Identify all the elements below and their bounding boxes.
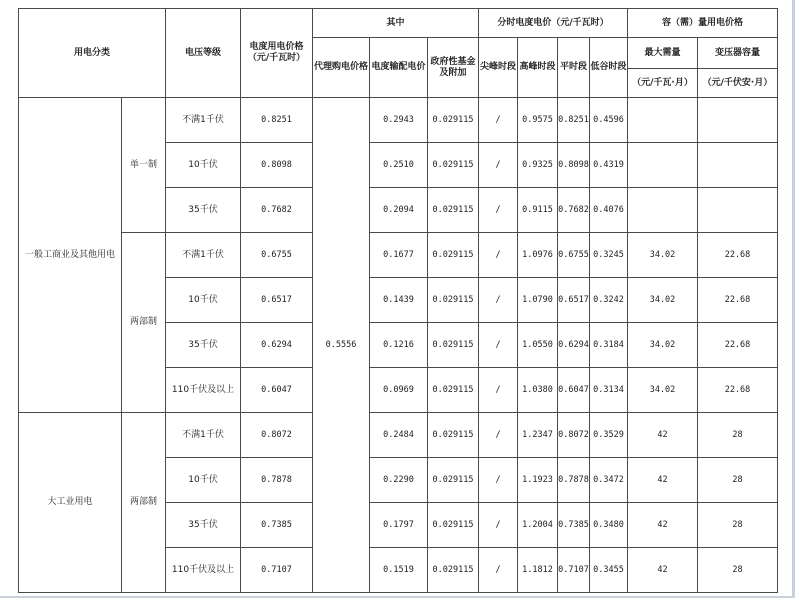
flat-cell: 0.6047 xyxy=(558,368,590,413)
peak-cell: 1.1812 xyxy=(518,548,558,593)
flat-cell: 0.7385 xyxy=(558,503,590,548)
header-among: 其中 xyxy=(313,9,479,38)
transformer-cell: 22.68 xyxy=(698,323,778,368)
max-demand-cell: 42 xyxy=(628,413,698,458)
max-demand-cell: 34.02 xyxy=(628,323,698,368)
transmission-cell: 0.0969 xyxy=(370,368,428,413)
price-cell: 0.7385 xyxy=(241,503,313,548)
sharp-cell: / xyxy=(479,458,518,503)
valley-cell: 0.3184 xyxy=(590,323,628,368)
valley-cell: 0.4596 xyxy=(590,98,628,143)
category-cell: 大工业用电 xyxy=(19,413,122,593)
transmission-cell: 0.1677 xyxy=(370,233,428,278)
sharp-cell: / xyxy=(479,323,518,368)
peak-cell: 1.0550 xyxy=(518,323,558,368)
table-row xyxy=(19,233,778,278)
header-transformer: 变压器容量 xyxy=(698,38,778,69)
transformer-cell: 28 xyxy=(698,413,778,458)
header-max-demand-unit: （元/千瓦·月） xyxy=(628,69,698,98)
price-cell: 0.6294 xyxy=(241,323,313,368)
flat-cell: 0.6294 xyxy=(558,323,590,368)
header-valley: 低谷时段 xyxy=(590,38,628,98)
transformer-cell: 22.68 xyxy=(698,278,778,323)
fund-cell: 0.029115 xyxy=(428,548,479,593)
max-demand-cell: 34.02 xyxy=(628,233,698,278)
valley-cell: 0.4076 xyxy=(590,188,628,233)
flat-cell: 0.8251 xyxy=(558,98,590,143)
price-cell: 0.6755 xyxy=(241,233,313,278)
flat-cell: 0.6755 xyxy=(558,233,590,278)
valley-cell: 0.4319 xyxy=(590,143,628,188)
fund-cell: 0.029115 xyxy=(428,143,479,188)
peak-cell: 1.0976 xyxy=(518,233,558,278)
peak-cell: 0.9325 xyxy=(518,143,558,188)
max-demand-cell: 42 xyxy=(628,503,698,548)
sharp-cell: / xyxy=(479,368,518,413)
fund-cell: 0.029115 xyxy=(428,413,479,458)
flat-cell: 0.6517 xyxy=(558,278,590,323)
fund-cell: 0.029115 xyxy=(428,503,479,548)
header-tou: 分时电度电价（元/千瓦时） xyxy=(479,9,628,38)
transformer-cell: 22.68 xyxy=(698,368,778,413)
transmission-cell: 0.1797 xyxy=(370,503,428,548)
voltage-cell: 10千伏 xyxy=(166,278,241,323)
sharp-cell: / xyxy=(479,413,518,458)
table-row xyxy=(19,98,778,143)
voltage-cell: 110千伏及以上 xyxy=(166,548,241,593)
flat-cell: 0.7682 xyxy=(558,188,590,233)
voltage-cell: 35千伏 xyxy=(166,503,241,548)
transmission-cell: 0.2943 xyxy=(370,98,428,143)
header-transmission: 电度输配电价 xyxy=(370,38,428,98)
electricity-tariff-table xyxy=(18,8,778,593)
peak-cell: 0.9575 xyxy=(518,98,558,143)
voltage-cell: 不满1千伏 xyxy=(166,98,241,143)
transmission-cell: 0.1216 xyxy=(370,323,428,368)
valley-cell: 0.3529 xyxy=(590,413,628,458)
fund-cell: 0.029115 xyxy=(428,188,479,233)
transformer-cell xyxy=(698,188,778,233)
subtype-cell: 两部制 xyxy=(122,233,166,413)
sharp-cell: / xyxy=(479,188,518,233)
voltage-cell: 不满1千伏 xyxy=(166,233,241,278)
transmission-cell: 0.1439 xyxy=(370,278,428,323)
header-transformer-unit: （元/千伏安·月） xyxy=(698,69,778,98)
price-cell: 0.7878 xyxy=(241,458,313,503)
voltage-cell: 10千伏 xyxy=(166,143,241,188)
transmission-cell: 0.2484 xyxy=(370,413,428,458)
header-max-demand: 最大需量 xyxy=(628,38,698,69)
price-cell: 0.8251 xyxy=(241,98,313,143)
fund-cell: 0.029115 xyxy=(428,233,479,278)
subtype-cell: 两部制 xyxy=(122,413,166,593)
transmission-cell: 0.2290 xyxy=(370,458,428,503)
valley-cell: 0.3242 xyxy=(590,278,628,323)
sharp-cell: / xyxy=(479,278,518,323)
subtype-cell: 单一制 xyxy=(122,98,166,233)
transmission-cell: 0.1519 xyxy=(370,548,428,593)
peak-cell: 1.0380 xyxy=(518,368,558,413)
valley-cell: 0.3134 xyxy=(590,368,628,413)
header-sharp: 尖峰时段 xyxy=(479,38,518,98)
voltage-cell: 35千伏 xyxy=(166,188,241,233)
sharp-cell: / xyxy=(479,143,518,188)
header-price: 电度用电价格 （元/千瓦时） xyxy=(241,9,313,98)
transformer-cell: 22.68 xyxy=(698,233,778,278)
valley-cell: 0.3455 xyxy=(590,548,628,593)
peak-cell: 1.2347 xyxy=(518,413,558,458)
flat-cell: 0.8098 xyxy=(558,143,590,188)
header-category: 用电分类 xyxy=(19,9,166,98)
sharp-cell: / xyxy=(479,548,518,593)
peak-cell: 1.2004 xyxy=(518,503,558,548)
peak-cell: 1.0790 xyxy=(518,278,558,323)
max-demand-cell: 34.02 xyxy=(628,368,698,413)
flat-cell: 0.8072 xyxy=(558,413,590,458)
transformer-cell: 28 xyxy=(698,548,778,593)
fund-cell: 0.029115 xyxy=(428,368,479,413)
price-cell: 0.7107 xyxy=(241,548,313,593)
max-demand-cell xyxy=(628,188,698,233)
proxy-price-cell: 0.5556 xyxy=(313,98,370,593)
max-demand-cell: 34.02 xyxy=(628,278,698,323)
fund-cell: 0.029115 xyxy=(428,458,479,503)
transformer-cell xyxy=(698,143,778,188)
fund-cell: 0.029115 xyxy=(428,323,479,368)
header-peak: 高峰时段 xyxy=(518,38,558,98)
transformer-cell xyxy=(698,98,778,143)
transformer-cell: 28 xyxy=(698,503,778,548)
price-cell: 0.7682 xyxy=(241,188,313,233)
fund-cell: 0.029115 xyxy=(428,98,479,143)
header-capacity: 容（需）量用电价格 xyxy=(628,9,778,38)
max-demand-cell xyxy=(628,143,698,188)
valley-cell: 0.3245 xyxy=(590,233,628,278)
flat-cell: 0.7878 xyxy=(558,458,590,503)
header-flat: 平时段 xyxy=(558,38,590,98)
sharp-cell: / xyxy=(479,98,518,143)
header-proxy: 代理购电价格 xyxy=(313,38,370,98)
header-fund: 政府性基金 及附加 xyxy=(428,38,479,98)
transformer-cell: 28 xyxy=(698,458,778,503)
fund-cell: 0.029115 xyxy=(428,278,479,323)
price-cell: 0.6517 xyxy=(241,278,313,323)
voltage-cell: 不满1千伏 xyxy=(166,413,241,458)
transmission-cell: 0.2510 xyxy=(370,143,428,188)
max-demand-cell: 42 xyxy=(628,548,698,593)
peak-cell: 0.9115 xyxy=(518,188,558,233)
sharp-cell: / xyxy=(479,233,518,278)
price-cell: 0.6047 xyxy=(241,368,313,413)
table-row xyxy=(19,413,778,458)
category-cell: 一般工商业及其他用电 xyxy=(19,98,122,413)
header-voltage: 电压等级 xyxy=(166,9,241,98)
voltage-cell: 35千伏 xyxy=(166,323,241,368)
voltage-cell: 110千伏及以上 xyxy=(166,368,241,413)
valley-cell: 0.3472 xyxy=(590,458,628,503)
max-demand-cell: 42 xyxy=(628,458,698,503)
max-demand-cell xyxy=(628,98,698,143)
flat-cell: 0.7107 xyxy=(558,548,590,593)
price-cell: 0.8072 xyxy=(241,413,313,458)
voltage-cell: 10千伏 xyxy=(166,458,241,503)
transmission-cell: 0.2094 xyxy=(370,188,428,233)
price-cell: 0.8098 xyxy=(241,143,313,188)
valley-cell: 0.3480 xyxy=(590,503,628,548)
sharp-cell: / xyxy=(479,503,518,548)
peak-cell: 1.1923 xyxy=(518,458,558,503)
